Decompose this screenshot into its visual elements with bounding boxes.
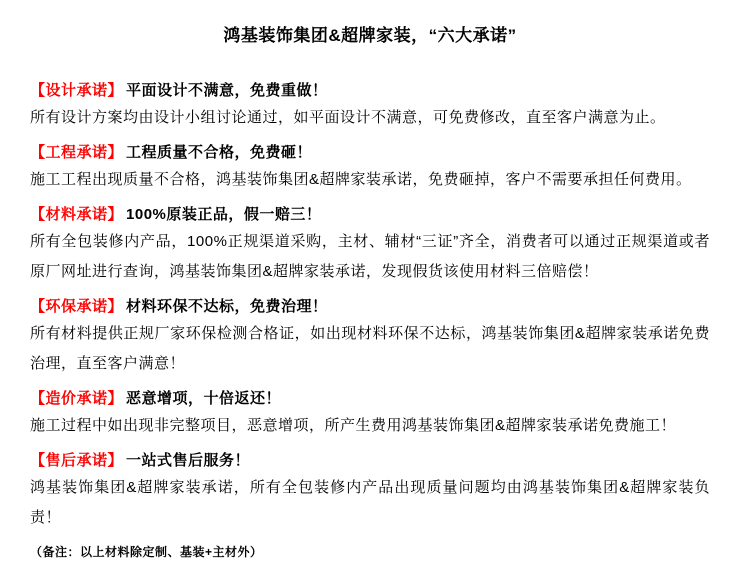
promise-tag: 【造价承诺】 [30,390,124,407]
promise-tag: 【设计承诺】 [30,82,124,99]
footnote-text: （备注：以上材料除定制、基装+主材外） [30,545,263,559]
section-material-promise [30,207,710,287]
promise-body: 施工工程出现质量不合格，鸿基装饰集团&超牌家装承诺，免费砸掉，客户不需要承担任何费用。 [30,171,692,188]
promise-headline: 材料环保不达标，免费治理！ [126,298,328,315]
page-title: 鸿基装饰集团&超牌家装，“六大承诺” [223,26,517,45]
promise-tag: 【环保承诺】 [30,298,124,315]
section-engineering-promise [30,145,710,195]
promise-headline: 恶意增项，十倍返还！ [126,390,282,407]
section-aftersales-promise [30,453,710,533]
section-heading [30,83,710,99]
section-heading [30,207,710,223]
promise-headline: 工程质量不合格，免费砸！ [126,144,313,161]
promise-tag: 【售后承诺】 [30,452,124,469]
promise-body: 所有设计方案均由设计小组讨论通过，如平面设计不满意，可免费修改，直至客户满意为止。 [30,109,666,126]
section-cost-promise [30,391,710,441]
promise-body: 所有材料提供正规厂家环保检测合格证，如出现材料环保不达标，鸿基装饰集团&超牌家装承诺免费治理，直至客户满意！ [30,325,710,372]
section-heading [30,391,710,407]
section-heading [30,453,710,469]
section-design-promise [30,83,710,133]
promise-tag: 【工程承诺】 [30,144,124,161]
promise-headline: 平面设计不满意，免费重做！ [126,82,328,99]
promise-headline: 100%原装正品，假一赔三！ [126,206,322,223]
section-environment-promise [30,299,710,379]
promise-tag: 【材料承诺】 [30,206,124,223]
section-heading [30,145,710,161]
promise-headline: 一站式售后服务！ [126,452,251,469]
promise-body: 鸿基装饰集团&超牌家装承诺，所有全包装修内产品出现质量问题均由鸿基装饰集团&超牌家装负责！ [30,479,710,526]
section-heading [30,299,710,315]
promise-body: 施工过程中如出现非完整项目，恶意增项，所产生费用鸿基装饰集团&超牌家装承诺免费施工！ [30,417,677,434]
promise-body: 所有全包装修内产品，100%正规渠道采购，主材、辅材“三证”齐全，消费者可以通过正规渠道或者原厂网址进行查询，鸿基装饰集团&超牌家装承诺，发现假货该使用材料三倍赔偿！ [30,233,710,280]
